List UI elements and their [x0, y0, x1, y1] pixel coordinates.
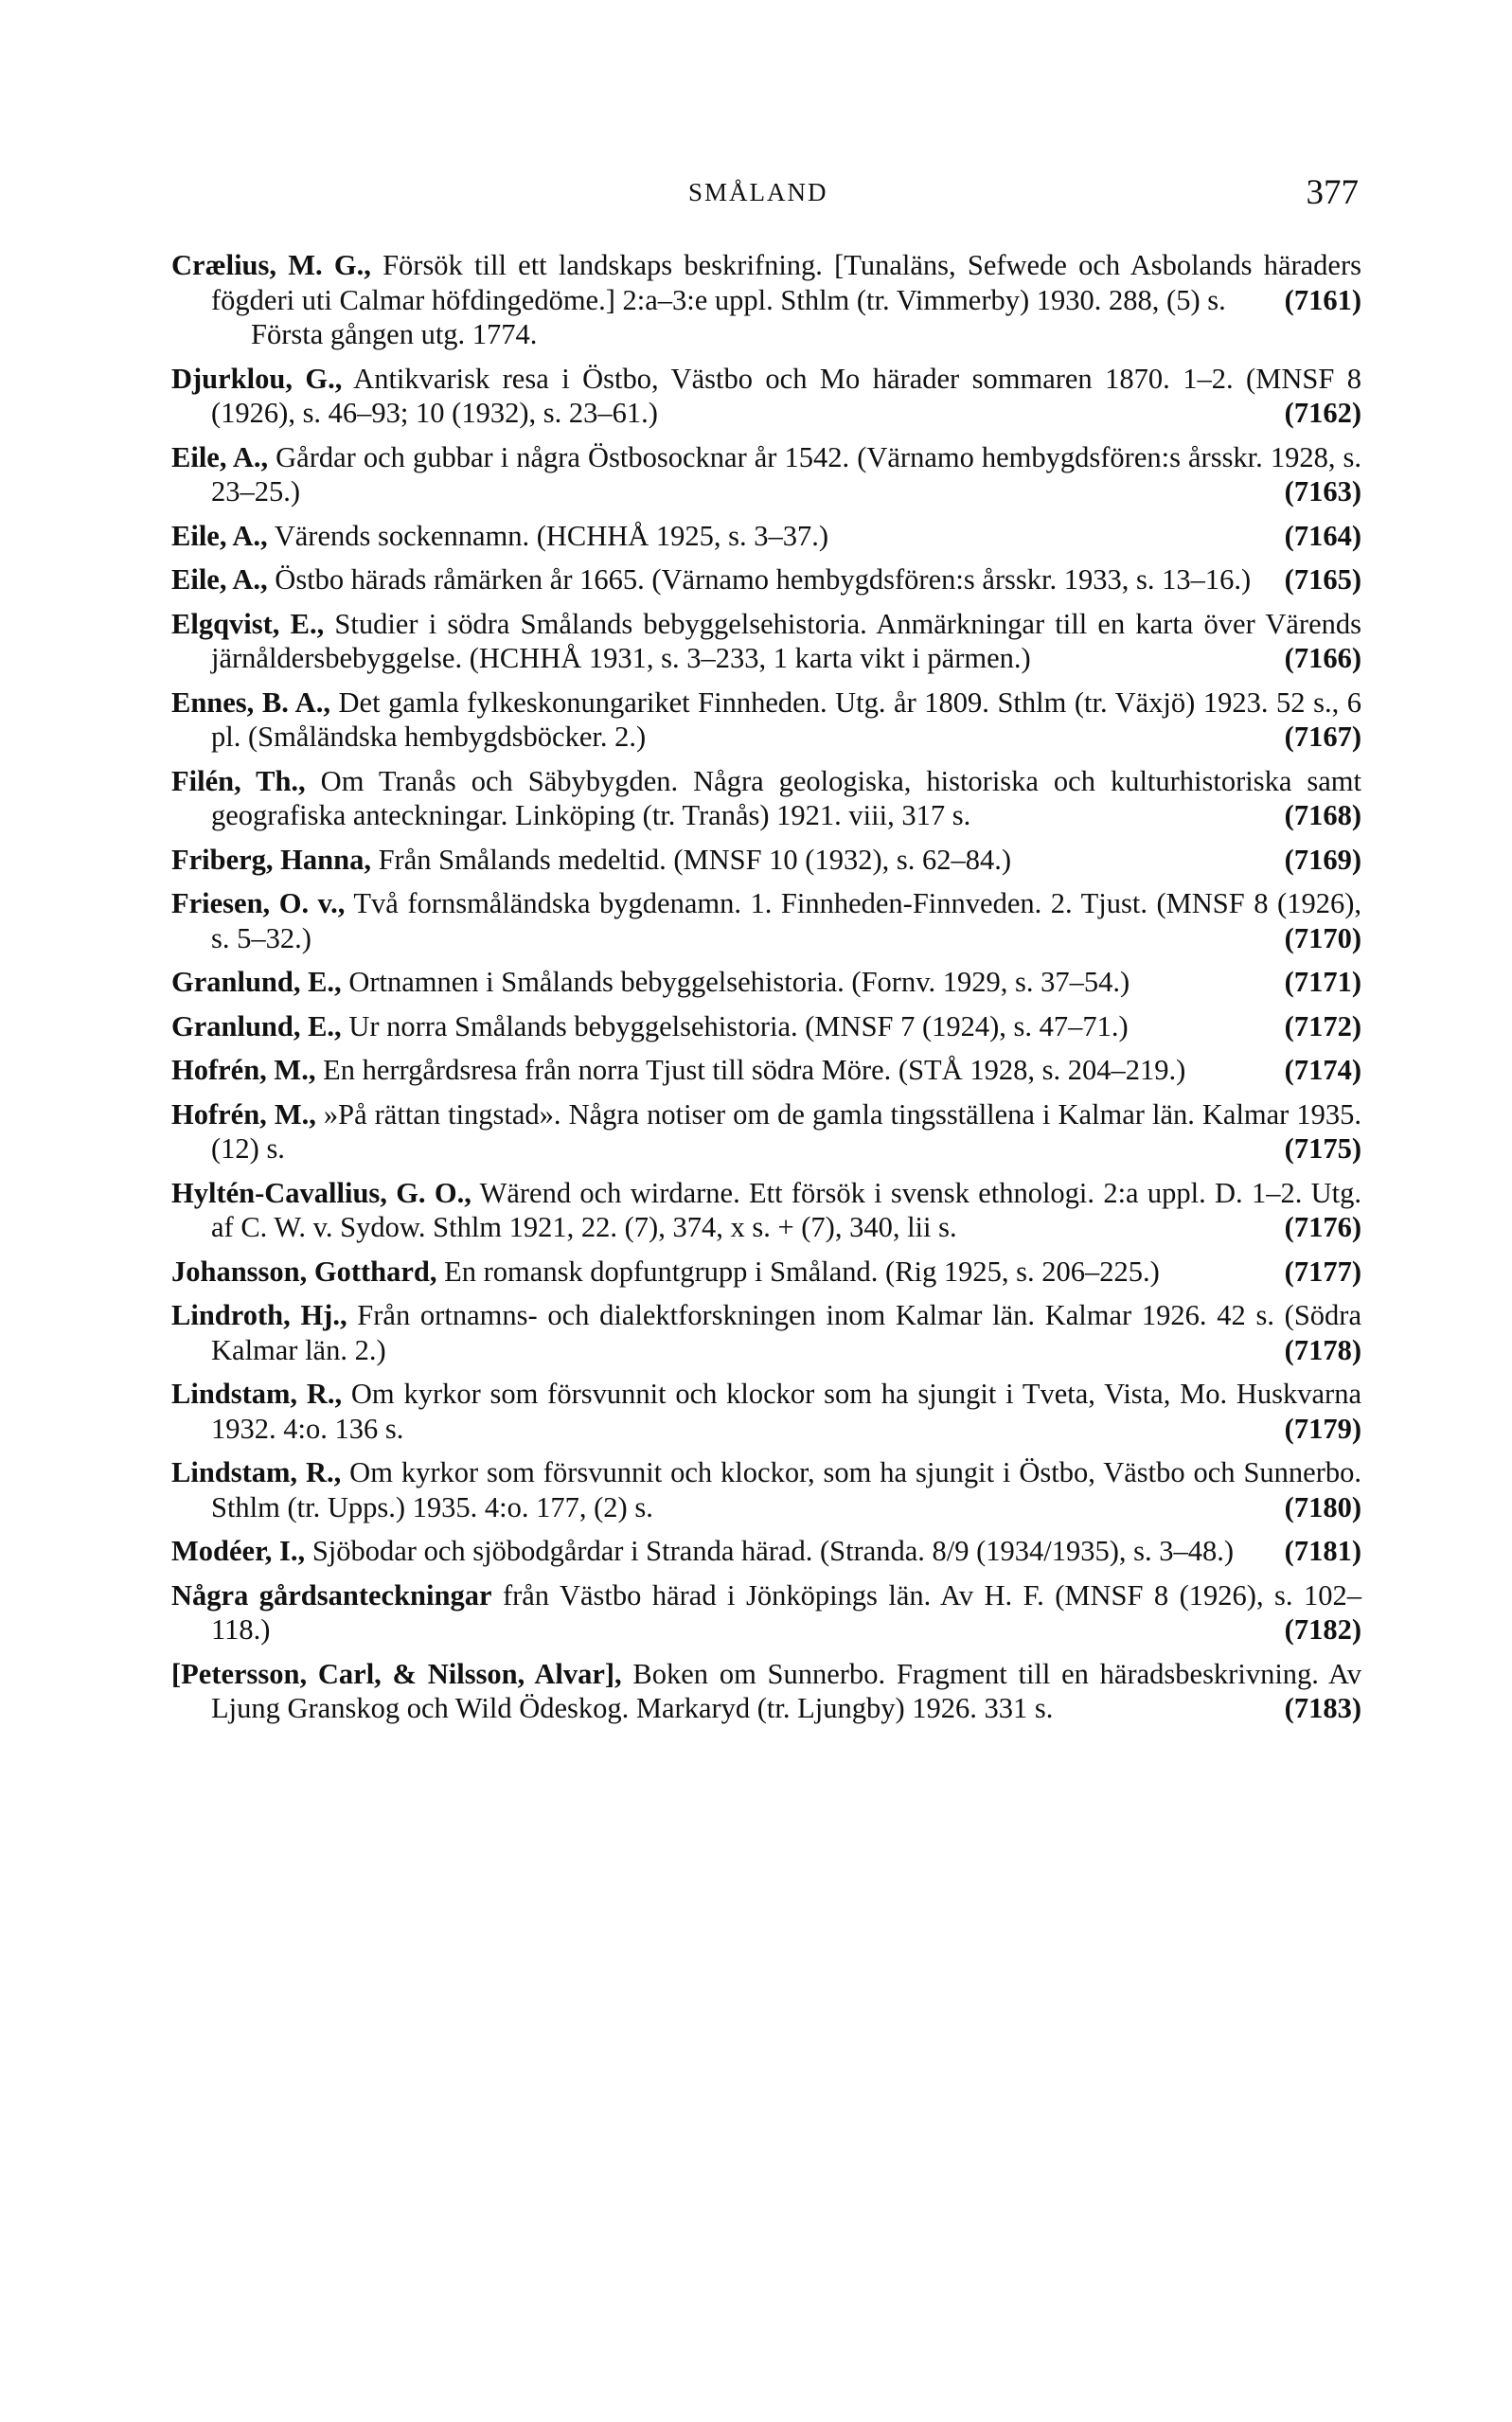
- bibliography-entry: [171, 843, 1361, 878]
- bibliography-entry: [171, 1298, 1361, 1367]
- bibliography-entry: [171, 607, 1361, 676]
- entry-number: (7182): [1284, 1613, 1361, 1646]
- entry-author: Djurklou, G.,: [171, 362, 343, 395]
- entry-author: Några gårdsanteckningar: [171, 1578, 492, 1612]
- running-head: [0, 173, 1512, 214]
- entry-author: Eile, A.,: [171, 440, 269, 473]
- entry-text: »På rättan tingstad». Några notiser om de gamla tingsställena i Kalmar län. Kalmar 1935. (12) s.: [211, 1097, 1361, 1165]
- entry-number: (7175): [1284, 1132, 1361, 1165]
- bibliography-entry: [171, 1009, 1361, 1044]
- entry-text: Från ortnamns- och dialektforskningen inom Kalmar län. Kalmar 1926. 42 s. (Södra Kalmar län. 2.): [211, 1299, 1361, 1366]
- entry-number: (7167): [1284, 721, 1361, 753]
- entry-number: (7176): [1284, 1211, 1361, 1243]
- entry-number: (7174): [1284, 1054, 1361, 1086]
- entry-author: Crælius, M. G.,: [171, 249, 371, 281]
- entry-author: Eile, A.,: [171, 563, 268, 596]
- entry-number: (7164): [1284, 519, 1361, 552]
- entry-text: Ur norra Smålands bebyggelsehistoria. (MNSF 7 (1924), s. 47–71.): [341, 1009, 1129, 1042]
- entry-text: Östbo härads råmärken år 1665. (Värnamo hembygdsfören:s årsskr. 1933, s. 13–16.): [267, 563, 1252, 596]
- entry-author: Eile, A.,: [171, 519, 268, 552]
- entry-text: Studier i södra Smålands bebyggelsehistoria. Anmärkningar till en karta över Värends järnåldersbebyggelse. (HCHHÅ 1931, s. 3–233, 1 karta vikt i pärmen.): [211, 607, 1362, 674]
- entry-author: Granlund, E.,: [171, 1009, 342, 1042]
- entry-text: Om kyrkor som försvunnit och klockor, som ha sjungit i Östbo, Västbo och Sunnerbo. Sthlm (tr. Upps.) 1935. 4:o. 177, (2) s.: [211, 1456, 1362, 1523]
- entry-number: (7163): [1284, 475, 1361, 508]
- entry-author: Filén, Th.,: [171, 764, 306, 797]
- bibliography-entry: [171, 1578, 1361, 1647]
- entry-number: (7172): [1284, 1009, 1361, 1042]
- entry-number: (7170): [1284, 921, 1361, 954]
- entry-text: En herrgårdsresa från norra Tjust till södra Möre. (STÅ 1928, s. 204–219.): [315, 1054, 1186, 1086]
- entry-number: (7166): [1284, 642, 1361, 674]
- bibliography-entry: [171, 1255, 1361, 1290]
- entry-text: Gårdar och gubbar i några Östbosocknar år 1542. (Värnamo hembygdsfören:s årsskr. 1928, s. 23–25.): [211, 440, 1362, 508]
- entry-number: (7168): [1284, 799, 1361, 831]
- entry-author: Elgqvist, E.,: [171, 607, 325, 640]
- entry-text: Två fornsmåländska bygdenamn. 1. Finnheden-Finnveden. 2. Tjust. (MNSF 8 (1926), s. 5–32.): [211, 887, 1361, 954]
- bibliography-entry: [171, 362, 1361, 431]
- bibliography-entry: [171, 764, 1361, 833]
- entry-text: Ortnamnen i Smålands bebyggelsehistoria. (Fornv. 1929, s. 37–54.): [341, 966, 1130, 998]
- entry-author: Hofrén, M.,: [171, 1097, 316, 1131]
- entry-number: (7169): [1284, 843, 1361, 876]
- entry-author: Ennes, B. A.,: [171, 686, 330, 719]
- bibliography-entry: [171, 1455, 1361, 1524]
- bibliography-entry: [171, 1053, 1361, 1088]
- entry-author: Johansson, Gotthard,: [171, 1255, 437, 1288]
- entry-number: (7180): [1284, 1490, 1361, 1523]
- entry-author: Lindstam, R.,: [171, 1378, 343, 1410]
- entry-author: Granlund, E.,: [171, 966, 342, 998]
- entry-number: (7183): [1284, 1692, 1361, 1724]
- bibliography-entry: [171, 686, 1361, 755]
- bibliography-entry: [171, 1176, 1361, 1245]
- bibliography-entry: [171, 1657, 1361, 1726]
- entry-author: Hyltén-Cavallius, G. O.,: [171, 1176, 471, 1209]
- entry-number: (7181): [1284, 1535, 1361, 1567]
- entry-text: Värends sockennamn. (HCHHÅ 1925, s. 3–37.): [267, 519, 829, 552]
- entry-text: Boken om Sunnerbo. Fragment till en häradsbeskrivning. Av Ljung Granskog och Wild Ödeskog. Markaryd (tr. Ljungby) 1926. 331 s.: [211, 1657, 1362, 1724]
- bibliography-list: [171, 248, 1361, 1736]
- entry-note: [171, 317, 1361, 352]
- bibliography-entry: [171, 1377, 1361, 1446]
- entry-author: Lindstam, R.,: [171, 1456, 342, 1488]
- entry-text: En romansk dopfuntgrupp i Småland. (Rig 1925, s. 206–225.): [436, 1255, 1160, 1288]
- bibliography-entry: [171, 440, 1361, 509]
- bibliography-entry: [171, 886, 1361, 955]
- entry-text: Antikvarisk resa i Östbo, Västbo och Mo härader sommaren 1870. 1–2. (MNSF 8 (1926), s. 46–93; 10 (1932), s. 23–61.): [211, 362, 1361, 429]
- bibliography-entry: [171, 965, 1361, 1000]
- entry-text: Om Tranås och Säbybygden. Några geologiska, historiska och kulturhistoriska samt geografiska anteckningar. Linköping (tr. Tranås) 1921. viii, 317 s.: [211, 764, 1361, 831]
- entry-text: Sjöbodar och sjöbodgårdar i Stranda härad. (Stranda. 8/9 (1934/1935), s. 3–48.): [305, 1535, 1235, 1567]
- entry-text: från Västbo härad i Jönköpings län. Av H. F. (MNSF 8 (1926), s. 102–118.): [211, 1578, 1361, 1646]
- entry-number: (7162): [1284, 397, 1361, 429]
- entry-text: Wärend och wirdarne. Ett försök i svensk ethnologi. 2:a uppl. D. 1–2. Utg. af C. W. v. Sydow. Sthlm 1921, 22. (7), 374, x s. + (7), 340, lii s.: [211, 1176, 1361, 1243]
- entry-author: Modéer, I.,: [171, 1535, 306, 1567]
- entry-number: (7171): [1284, 966, 1361, 998]
- entry-author: [Petersson, Carl, & Nilsson, Alvar],: [171, 1657, 622, 1690]
- bibliography-entry: [171, 519, 1361, 554]
- entry-text: Det gamla fylkeskonungariket Finnheden. Utg. år 1809. Sthlm (tr. Växjö) 1923. 52 s., 6 pl. (Småländska hembygdsböcker. 2.): [211, 686, 1361, 753]
- entry-note-text: Första gången utg. 1774.: [251, 318, 538, 350]
- entry-text: Om kyrkor som försvunnit och klockor som ha sjungit i Tveta, Vista, Mo. Huskvarna 1932. 4:o. 136 s.: [211, 1378, 1362, 1445]
- entry-number: (7161): [1284, 283, 1361, 316]
- entry-author: Lindroth, Hj.,: [171, 1299, 347, 1331]
- running-title: SMÅLAND: [688, 178, 828, 206]
- bibliography-entry: [171, 1097, 1361, 1166]
- entry-author: Friberg, Hanna,: [171, 843, 371, 876]
- entry-number: (7178): [1284, 1333, 1361, 1366]
- bibliography-entry: [171, 562, 1361, 597]
- entry-text: Från Smålands medeltid. (MNSF 10 (1932), s. 62–84.): [370, 843, 1012, 876]
- entry-number: (7165): [1284, 563, 1361, 596]
- entry-number: (7179): [1284, 1412, 1361, 1445]
- entry-author: Hofrén, M.,: [171, 1054, 316, 1086]
- bibliography-entry: [171, 248, 1361, 352]
- entry-text: Försök till ett landskaps beskrifning. [Tunaläns, Sefwede och Asbolands häraders fögderi uti Calmar höfdingedöme.] 2:a–3:e uppl. Sthlm (tr. Vimmerby) 1930. 288, (5) s.: [211, 249, 1361, 316]
- entry-author: Friesen, O. v.,: [171, 887, 346, 919]
- entry-number: (7177): [1284, 1255, 1361, 1288]
- page-number: 377: [1306, 173, 1359, 212]
- bibliography-entry: [171, 1534, 1361, 1569]
